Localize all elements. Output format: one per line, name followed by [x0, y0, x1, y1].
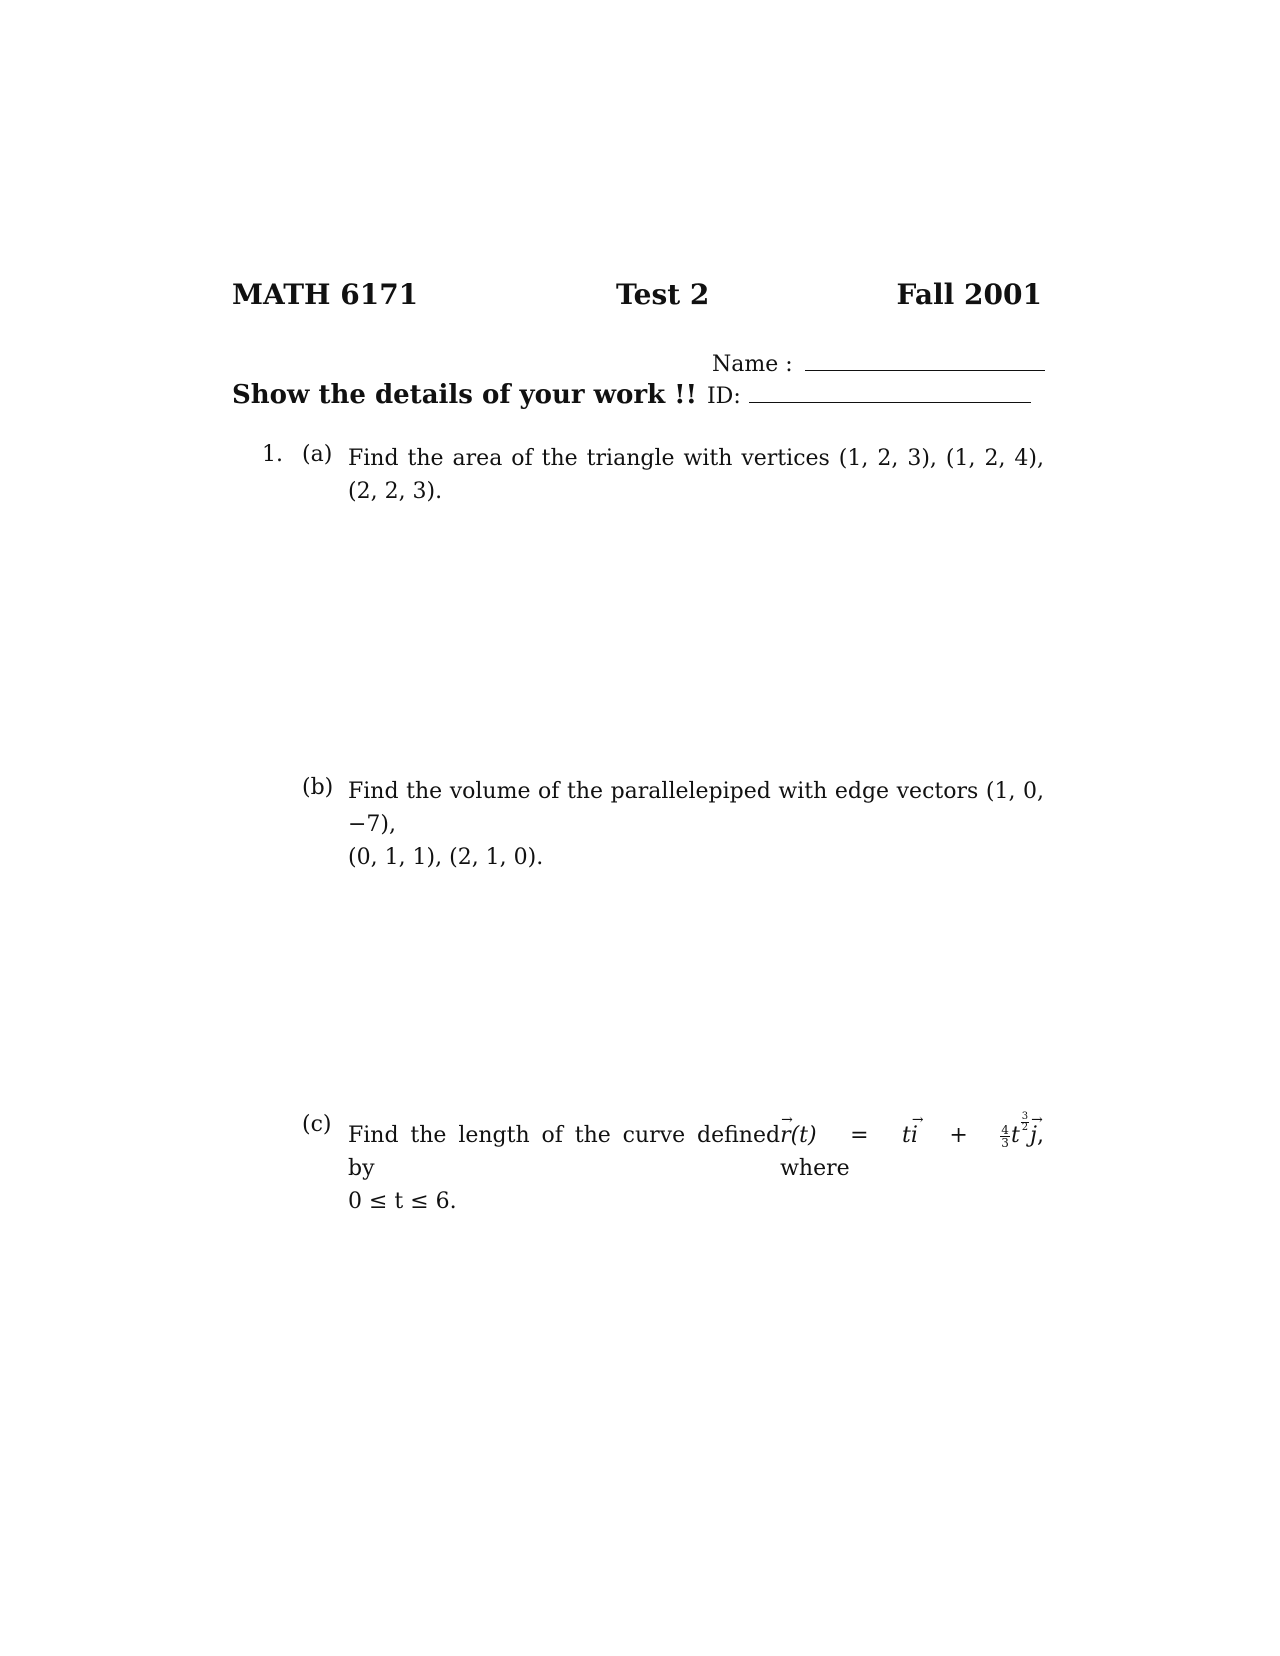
part-c-suffix: , where	[780, 1123, 1044, 1181]
part-a-label: (a)	[302, 442, 333, 467]
term-title: Fall 2001	[896, 278, 1042, 311]
problem-number: 1.	[262, 442, 283, 467]
part-c-text	[348, 1112, 1044, 1218]
part-c-line-1	[348, 1112, 1044, 1185]
frac-numerator: 4	[1001, 1122, 1009, 1137]
four-thirds-fraction	[1000, 1124, 1010, 1149]
instruction-text: Show the details of your work !!	[232, 380, 697, 410]
part-c-range: 0 ≤ t ≤ 6.	[348, 1189, 457, 1214]
frac-denominator: 3	[1001, 1135, 1009, 1150]
part-b-text	[348, 775, 1044, 874]
exp-numerator: 3	[1021, 1111, 1029, 1122]
id-label: ID:	[706, 384, 741, 409]
formula-i: i	[910, 1123, 918, 1148]
formula-equals: =	[850, 1123, 869, 1148]
r-vector	[780, 1119, 817, 1152]
formula-plus: +	[949, 1123, 968, 1148]
part-b-label: (b)	[302, 775, 334, 800]
part-b-line-2: (0, 1, 1), (2, 1, 0).	[348, 845, 544, 870]
curve-formula	[780, 1112, 1044, 1185]
i-vector	[911, 1119, 918, 1152]
id-blank-line[interactable]	[749, 384, 1031, 403]
name-label: Name :	[712, 352, 793, 377]
part-c-label: (c)	[302, 1112, 332, 1137]
test-title: Test 2	[616, 278, 710, 311]
name-field-row	[712, 352, 1045, 377]
formula-lhs: r(t)	[780, 1123, 817, 1148]
part-a-text: Find the area of the triangle with vertices (1, 2, 3), (1, 2, 4), (2, 2, 3).	[348, 446, 1044, 504]
j-vector	[1030, 1119, 1037, 1152]
course-title: MATH 6171	[232, 278, 419, 311]
name-blank-line[interactable]	[805, 352, 1045, 371]
part-c-prefix: Find the length of the curve defined by	[348, 1123, 781, 1181]
exp-denominator: 2	[1021, 1122, 1029, 1133]
formula-t2: t	[1010, 1123, 1020, 1148]
formula-t: t	[902, 1123, 911, 1148]
exponent-fraction	[1021, 1112, 1029, 1133]
part-b-line-1: Find the volume of the parallelepiped with edge vectors (1, 0, −7),	[348, 779, 1044, 837]
id-field-row	[232, 380, 1031, 410]
formula-j: j	[1030, 1123, 1037, 1148]
